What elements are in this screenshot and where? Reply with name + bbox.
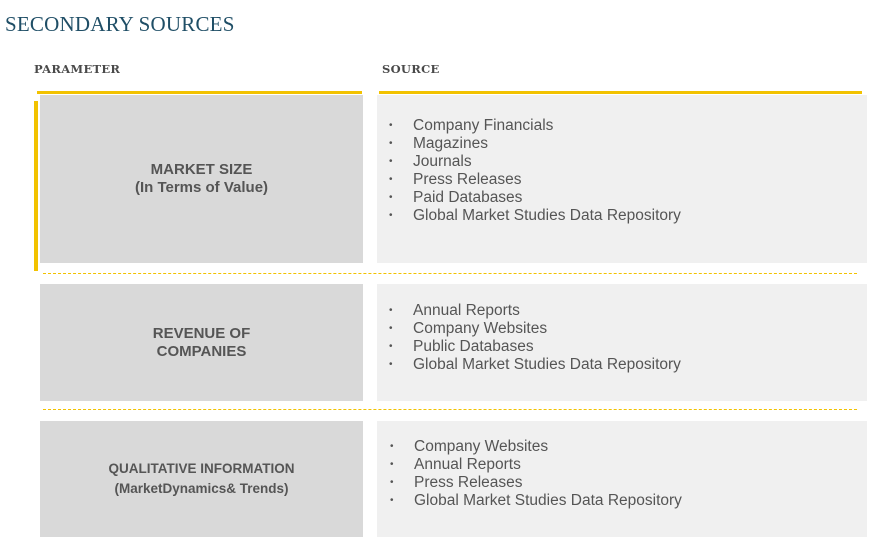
bullet-icon: •: [389, 305, 393, 316]
page-title: SECONDARY SOURCES: [5, 12, 235, 36]
parameter-sublabel: (In Terms of Value): [134, 179, 269, 196]
list-item: • Magazines: [389, 135, 488, 152]
left-accent-bar: [34, 101, 38, 271]
parameter-box-revenue: [40, 284, 363, 401]
source-box-revenue: [377, 284, 867, 401]
row-separator: [43, 273, 857, 274]
source-list: [377, 302, 681, 374]
source-column-header: SOURCE: [382, 62, 440, 76]
list-item: • Press Releases: [389, 171, 522, 188]
bullet-icon: •: [389, 210, 393, 221]
list-item: • Journals: [389, 153, 472, 170]
bullet-icon: •: [389, 192, 393, 203]
bullet-icon: •: [389, 120, 393, 131]
parameter-sublabel: (MarketDynamics& Trends): [114, 481, 289, 496]
list-item: • Public Databases: [389, 338, 534, 355]
list-item: • Global Market Studies Data Repository: [390, 492, 682, 509]
row-separator: [43, 409, 857, 410]
parameter-box-market-size: [40, 95, 363, 263]
source-header-rule: [379, 91, 862, 94]
bullet-icon: •: [389, 156, 393, 167]
parameter-box-qualitative: [40, 421, 363, 537]
list-item: • Annual Reports: [389, 302, 520, 319]
parameter-label: MARKET SIZE: [150, 161, 253, 178]
list-item: • Global Market Studies Data Repository: [389, 356, 681, 373]
bullet-icon: •: [389, 359, 393, 370]
bullet-icon: •: [390, 477, 394, 488]
list-item: • Press Releases: [390, 474, 523, 491]
list-item: • Paid Databases: [389, 189, 523, 206]
parameter-column-header: PARAMETER: [34, 62, 121, 76]
bullet-icon: •: [389, 138, 393, 149]
parameter-header-rule: [37, 91, 362, 94]
list-item: • Annual Reports: [390, 456, 521, 473]
bullet-icon: •: [390, 459, 394, 470]
bullet-icon: •: [389, 341, 393, 352]
bullet-icon: •: [390, 441, 394, 452]
parameter-label: REVENUE OF: [152, 324, 251, 342]
parameter-sublabel: COMPANIES: [156, 342, 247, 360]
bullet-icon: •: [389, 174, 393, 185]
bullet-icon: •: [390, 495, 394, 506]
list-item: • Company Websites: [389, 320, 548, 337]
parameter-label: QUALITATIVE INFORMATION: [108, 461, 295, 476]
list-item: • Company Websites: [390, 438, 549, 455]
bullet-icon: •: [389, 323, 393, 334]
source-list: [378, 438, 682, 510]
source-box-market-size: [377, 95, 867, 263]
list-item: • Company Financials: [389, 117, 554, 134]
list-item: • Global Market Studies Data Repository: [389, 207, 681, 224]
source-list: [377, 117, 681, 225]
source-box-qualitative: [377, 421, 867, 537]
